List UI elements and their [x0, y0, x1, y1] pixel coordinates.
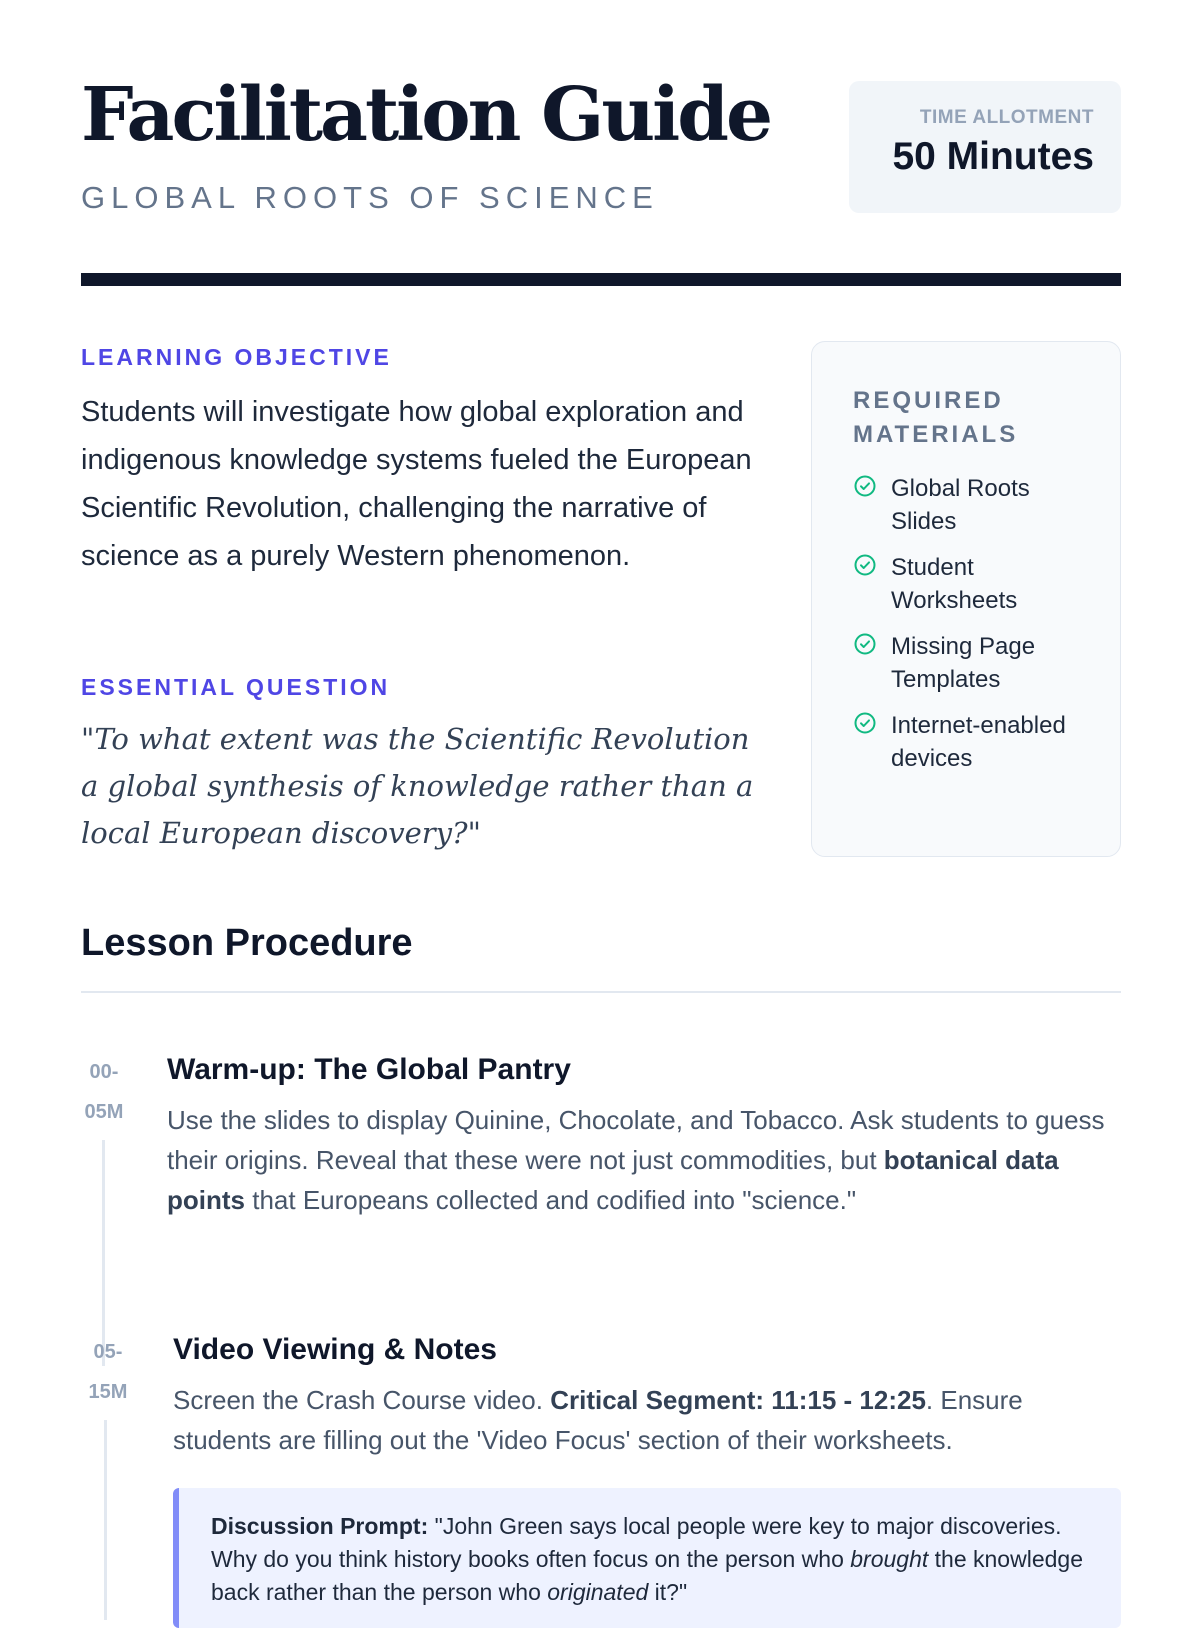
step-time [81, 1052, 127, 1132]
materials-list-item [853, 551, 1100, 617]
step-time-end: 05M [84, 1101, 124, 1123]
time-allotment-value: 50 Minutes [892, 135, 1094, 178]
check-circle-icon [853, 711, 877, 735]
discussion-prompt-label: Discussion Prompt: [211, 1513, 429, 1539]
step-title: Warm-up: The Global Pantry [167, 1053, 571, 1086]
step-description: Screen the Crash Course video. Critical Segment: 11:15 - 12:25. Ensure students are filling out the 'Video Focus' section of their worksheets. [173, 1385, 1023, 1455]
essential-question-label: ESSENTIAL QUESTION [81, 674, 391, 700]
materials-list [853, 472, 1100, 775]
materials-title: REQUIRED MATERIALS [853, 387, 1019, 448]
materials-list-item [853, 709, 1100, 775]
step-highlight: Critical Segment: 11:15 - 12:25 [550, 1385, 926, 1415]
procedure-divider [81, 991, 1121, 993]
time-allotment-card [849, 81, 1121, 213]
time-allotment-label: TIME ALLOTMENT [919, 107, 1094, 128]
material-label: Global Roots Slides [891, 475, 1030, 535]
step-time-start: 00- [89, 1061, 119, 1083]
step-time [85, 1332, 131, 1412]
check-circle-icon [853, 553, 877, 577]
page-title: Facilitation Guide [81, 72, 771, 158]
step-description: Use the slides to display Quinine, Chocolate, and Tobacco. Ask students to guess their origins. Reveal that these were not just commodities, but botanical data points that Europeans collected and codified into "science." [167, 1105, 1105, 1215]
step-time-start: 05- [93, 1341, 123, 1363]
discussion-prompt-text: Discussion Prompt: "John Green says local people were key to major discoveries. Why do you think history books often focus on the person who brought the knowledge back rather than the person who originated it?" [211, 1513, 1083, 1605]
page-subtitle: GLOBAL ROOTS OF SCIENCE [81, 180, 659, 215]
header-divider [81, 273, 1121, 286]
learning-objective-label: LEARNING OBJECTIVE [81, 344, 392, 370]
essential-question-text: "To what extent was the Scientific Revolution a global synthesis of knowledge rather than a local European discovery?" [81, 722, 754, 850]
material-label: Missing Page Templates [891, 633, 1036, 693]
materials-list-item [853, 472, 1100, 538]
step-title: Video Viewing & Notes [173, 1333, 497, 1366]
material-label: Internet-enabled devices [891, 712, 1066, 772]
step-time-end: 15M [88, 1381, 128, 1403]
step-highlight: botanical data points [167, 1145, 1059, 1215]
learning-objective-text: Students will investigate how global exploration and indigenous knowledge systems fueled the European Scientific Revolution, challenging the narrative of science as a purely Western phenomenon. [81, 396, 752, 572]
required-materials-card [811, 341, 1121, 857]
timeline-line [104, 1420, 107, 1620]
material-label: Student Worksheets [891, 554, 1018, 614]
materials-list-item [853, 630, 1100, 696]
check-circle-icon [853, 474, 877, 498]
discussion-prompt-box [173, 1488, 1121, 1628]
lesson-procedure-title: Lesson Procedure [81, 922, 413, 964]
check-circle-icon [853, 632, 877, 656]
